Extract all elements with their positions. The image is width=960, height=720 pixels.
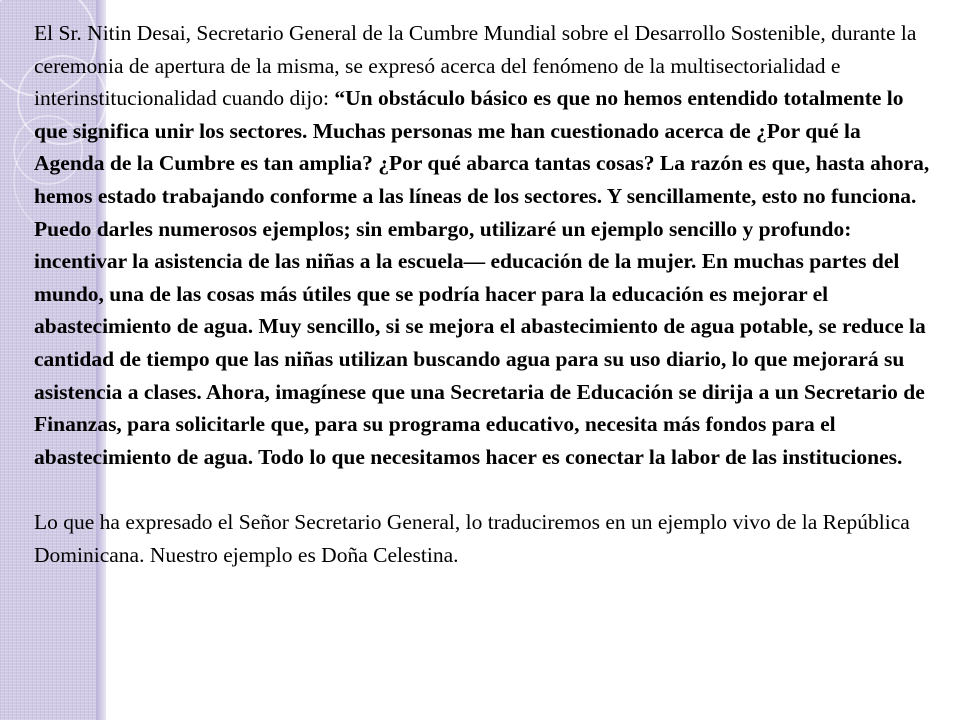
paragraph-gap xyxy=(34,473,934,506)
intro-text: El Sr. Nitin Desai, Secretario General de la Cumbre Mundial sobre el Desarrollo Sostenible, durante la ceremonia de apertura de la misma, se expresó acerca del fenómeno de la multisectorialidad e interinstitucionalidad cuando dijo: xyxy=(34,21,917,111)
quote-paragraph xyxy=(34,17,934,473)
example-paragraph: Lo que ha expresado el Señor Secretario General, lo traduciremos en un ejemplo vivo de la República Dominicana. Nuestro ejemplo es Doña Celestina. xyxy=(34,509,910,567)
quote-text: “Un obstáculo básico es que no hemos entendido totalmente lo que significa unir los sectores. Muchas personas me han cuestionado acerca de ¿Por qué la Agenda de la Cumbre es tan amplia? ¿Por qué abarca tantas cosas? La razón es que, hasta ahora, hemos estado trabajando conforme a las líneas de los sectores. Y sencillamente, esto no funciona. Puedo darles numerosos ejemplos; sin embargo, utilizaré un ejemplo sencillo y profundo: incentivar la asistencia de las niñas a la escuela— educación de la mujer. En muchas partes del mundo, una de las cosas más útiles que se podría hacer para la educación es mejorar el abastecimiento de agua. Muy sencillo, si se mejora el abastecimiento de agua potable, se reduce la cantidad de tiempo que las niñas utilizan buscando agua para su uso diario, lo que mejorará su asistencia a clases. Ahora, imagínese que una Secretaria de Educación se dirija a un Secretario de Finanzas, para solicitarle que, para su programa educativo, necesita más fondos para el abastecimiento de agua. Todo lo que necesitamos hacer es conectar la labor de las instituciones. xyxy=(34,86,930,469)
slide-body-text xyxy=(34,17,934,571)
